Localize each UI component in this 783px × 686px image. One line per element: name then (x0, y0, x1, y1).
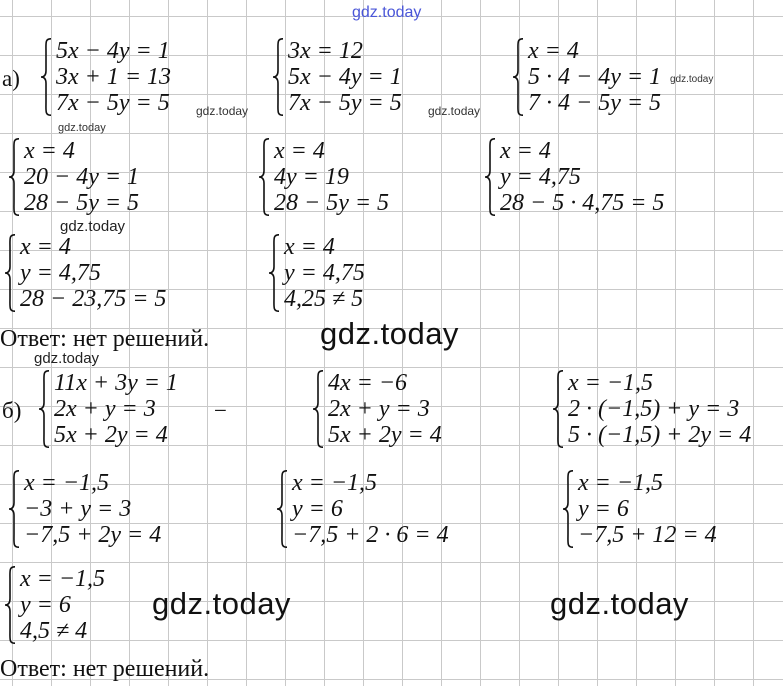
equation-line: x = 4 (500, 138, 551, 164)
equation-line: x = −1,5 (578, 470, 664, 496)
system-a1 (40, 38, 171, 116)
equation-line: 28 − 23,75 = 5 (20, 286, 167, 312)
equation-line: 28 − 5y = 5 (274, 190, 390, 216)
system-a5 (258, 138, 389, 216)
system-b4 (8, 470, 161, 548)
part-b-label: б) (2, 398, 22, 423)
equation-line: −7,5 + 2y = 4 (24, 522, 162, 548)
equation-line: x = −1,5 (568, 370, 654, 396)
watermark: gdz.today (34, 350, 100, 367)
part-a-label: а) (2, 66, 20, 91)
watermark: gdz.today (320, 316, 459, 351)
brace (40, 38, 52, 116)
equation-line: x = 4 (284, 234, 335, 260)
brace (276, 470, 288, 548)
equation-line: 28 − 5y = 5 (24, 190, 140, 216)
brace (552, 370, 564, 448)
brace (268, 234, 280, 312)
equation-line: 4x = −6 (328, 370, 408, 396)
equation-line: 5x − 4y = 1 (56, 38, 170, 64)
watermark: gdz.today (152, 586, 291, 621)
equation-line: 7x − 5y = 5 (56, 90, 170, 116)
equation-line: y = 4,75 (500, 164, 581, 190)
equation-line: x = −1,5 (20, 566, 106, 592)
brace (484, 138, 496, 216)
equation-line: 7x − 5y = 5 (288, 90, 402, 116)
system-b6 (562, 470, 717, 548)
equation-line: y = 4,75 (20, 260, 101, 286)
brace (8, 470, 20, 548)
equation-line: y = 4,75 (284, 260, 365, 286)
equation-line: y = 6 (292, 496, 343, 522)
system-a8 (268, 234, 365, 312)
equation-line: 11x + 3y = 1 (54, 370, 178, 396)
brace (38, 370, 50, 448)
equation-line: 5x + 2y = 4 (328, 422, 442, 448)
system-b1 (38, 370, 178, 448)
equation-line: 2x + y = 3 (328, 396, 430, 422)
brace (312, 370, 324, 448)
equation-line: 7 · 4 − 5y = 5 (528, 90, 662, 116)
equation-line: 2 · (−1,5) + y = 3 (568, 396, 740, 422)
equation-line: y = 6 (578, 496, 629, 522)
equation-line: −7,5 + 12 = 4 (578, 522, 717, 548)
equation-line: x = 4 (20, 234, 71, 260)
brace (272, 38, 284, 116)
brace (512, 38, 524, 116)
equation-line: 5 · 4 − 4y = 1 (528, 64, 662, 90)
equation-line: −7,5 + 2 · 6 = 4 (292, 522, 449, 548)
part-b-answer: Ответ: нет решений. (0, 656, 210, 682)
watermark: gdz.today (670, 74, 714, 85)
equation-line: 2x + y = 3 (54, 396, 156, 422)
system-a7 (4, 234, 166, 312)
part-b-dash: − (214, 398, 227, 423)
equation-line: −3 + y = 3 (24, 496, 132, 522)
watermark: gdz.today (550, 586, 689, 621)
equation-line: x = 4 (274, 138, 325, 164)
system-a4 (8, 138, 139, 216)
equation-line: 3x = 12 (288, 38, 363, 64)
equation-line: 5 · (−1,5) + 2y = 4 (568, 422, 752, 448)
system-a6 (484, 138, 664, 216)
brace (4, 566, 16, 644)
equation-line: 4y = 19 (274, 164, 349, 190)
top-watermark: gdz.today (352, 4, 422, 21)
equation-line: y = 6 (20, 592, 71, 618)
equation-line: 20 − 4y = 1 (24, 164, 140, 190)
system-b7 (4, 566, 105, 644)
system-a2 (272, 38, 402, 116)
system-b3 (552, 370, 751, 448)
system-a3 (512, 38, 661, 116)
equation-line: x = 4 (528, 38, 579, 64)
equation-line: 5x + 2y = 4 (54, 422, 168, 448)
equation-line: 28 − 5 · 4,75 = 5 (500, 190, 665, 216)
equation-line: 4,5 ≠ 4 (20, 618, 88, 644)
watermark: gdz.today (428, 104, 481, 118)
brace (258, 138, 270, 216)
equation-line: 4,25 ≠ 5 (284, 286, 364, 312)
brace (562, 470, 574, 548)
watermark: gdz.today (58, 122, 106, 134)
part-a-answer: Ответ: нет решений. (0, 326, 210, 352)
system-b5 (276, 470, 449, 548)
equation-line: 3x + 1 = 13 (56, 64, 172, 90)
watermark: gdz.today (60, 218, 126, 235)
brace (8, 138, 20, 216)
equation-line: x = 4 (24, 138, 75, 164)
brace (4, 234, 16, 312)
watermark: gdz.today (196, 104, 249, 118)
equation-line: 5x − 4y = 1 (288, 64, 402, 90)
system-b2 (312, 370, 442, 448)
equation-line: x = −1,5 (292, 470, 378, 496)
equation-line: x = −1,5 (24, 470, 110, 496)
